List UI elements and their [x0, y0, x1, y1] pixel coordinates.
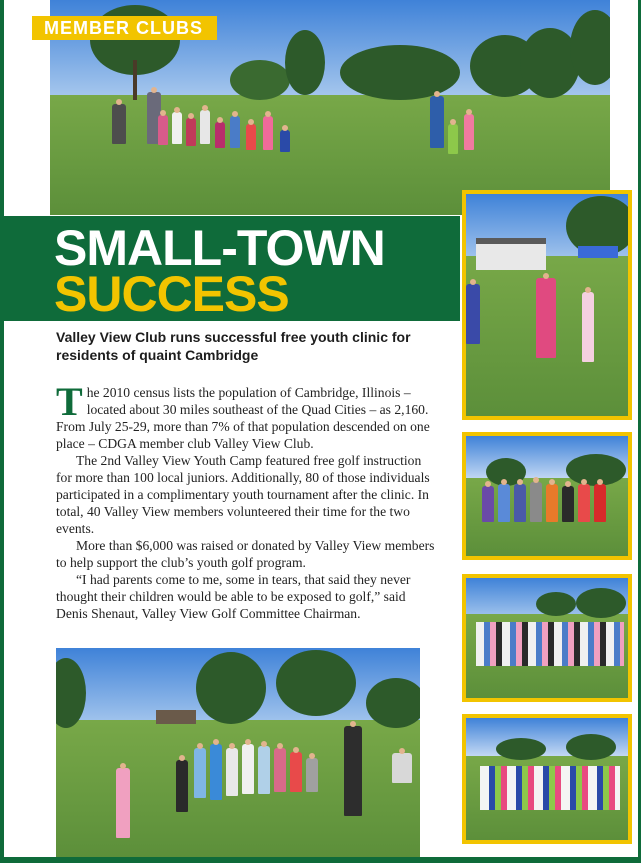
article-paragraph-2: The 2nd Valley View Youth Camp featured free golf instruction for more than 100 local juniors. Additionally, 80 of those individuals participated in a complimentary youth tournament after the clinic. In total, 40 Valley View members volunteered their time for the two events. — [56, 453, 430, 536]
side-photo-group — [462, 574, 632, 702]
paragraph-1-text: he 2010 census lists the population of Cambridge, Illinois – located about 30 miles southeast of the Quad Cities – as 2,160. From July 25-29, more than 7% of that population descended on one place – CDGA member club Valley View Club. — [56, 385, 430, 451]
section-tag: MEMBER CLUBS — [32, 16, 217, 40]
subheadline: Valley View Club runs successful free youth clinic for residents of quaint Cambridge — [56, 329, 411, 363]
side-photo-instructor — [462, 190, 632, 420]
drop-cap: T — [56, 379, 83, 424]
article-paragraph-1 — [56, 379, 436, 452]
headline-block — [4, 216, 460, 321]
article-paragraph-3: More than $6,000 was raised or donated by Valley View members to help support the club’s youth golf program. — [56, 538, 435, 570]
side-photo-volunteers — [462, 432, 632, 560]
headline-line-2: SUCCESS — [54, 266, 289, 322]
article-paragraph-4: “I had parents come to me, some in tears, that said they never thought their children would be able to be exposed to golf,” said Denis Shenaut, Valley View Golf Committee Chairman. — [56, 572, 411, 621]
headline-line-1: SMALL-TOWN — [54, 220, 385, 276]
side-photo-juniors — [462, 714, 632, 844]
article-body — [56, 379, 436, 622]
clinic-photo — [56, 648, 420, 858]
